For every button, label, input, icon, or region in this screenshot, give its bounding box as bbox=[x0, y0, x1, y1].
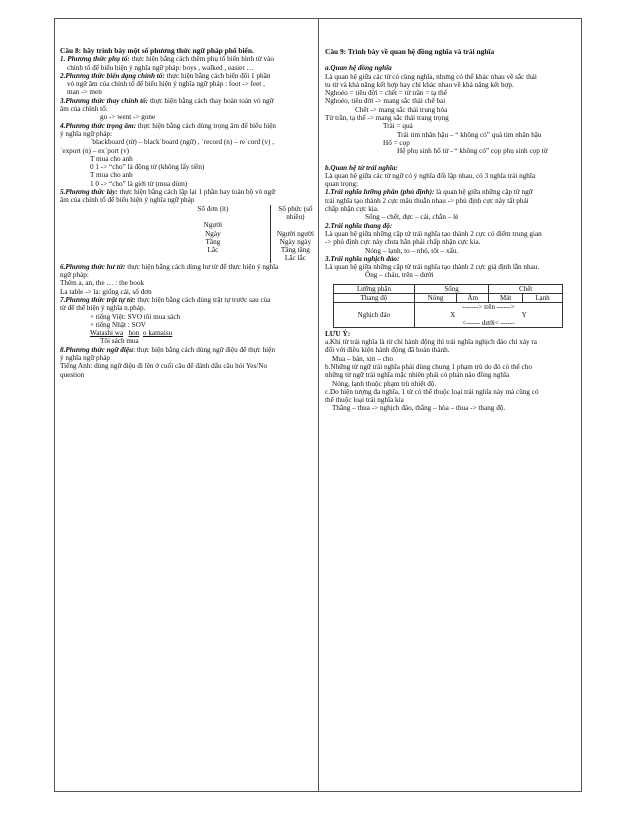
item-7-line: + tiếng Nhật : SOV bbox=[90, 320, 146, 329]
table-row bbox=[334, 284, 563, 293]
item-2-line: man -> men bbox=[67, 88, 102, 97]
section-a-example: Hệ phụ sinh hổ từ - “ không có” cọp phụ sinh cọp từ bbox=[397, 147, 548, 156]
table-cell bbox=[414, 302, 562, 327]
item-6-line: La table -> la: giống cái, số đơn bbox=[60, 287, 152, 296]
section-b1-line: trái nghĩa tạo thành 2 cực mâu thuẫn nhau -> phủ định cực này tất phải bbox=[325, 196, 529, 205]
item-7-japanese-example: Watashi wa hon o kamaisu bbox=[90, 329, 173, 338]
item-8-line: Tiếng Anh: dùng ngữ điệu đi lên ở cuối câu để đánh dấu câu hỏi Yes/No bbox=[60, 362, 268, 371]
item-5: 5.Phương thức láy: thực hiện bằng cách lặp lại 1 phần hay toàn bộ vỏ ngữ bbox=[60, 188, 276, 197]
section-a-heading: a.Quan hệ đồng nghĩa bbox=[325, 64, 392, 73]
item-8: 8.Phương thức ngữ điệu: thực hiện bằng cách dùng ngữ điệu để thực hiện bbox=[60, 345, 275, 354]
section-b3-example: Ông – cháu, trên – dưới bbox=[365, 271, 434, 280]
table-cell: Chết bbox=[489, 284, 563, 293]
section-b3-line: Là quan hệ giữa những cặp từ trái nghĩa tạo thành 2 cực giả định lẫn nhau. bbox=[325, 263, 540, 272]
section-a-example: Trái = quả bbox=[383, 122, 413, 131]
plural-cell: Lắc lắc bbox=[284, 254, 306, 263]
item-3-example: go -> went -> gone bbox=[100, 113, 156, 122]
singular-cell: Tầng bbox=[205, 237, 221, 246]
section-a-line: Là quan hệ giữa các từ có cùng nghĩa, nhưng có thể khác nhau về sắc thái bbox=[325, 72, 537, 81]
item-1: 1. Phương thức phụ tố: thực hiện bằng cách thêm phụ tố biến hình từ vào bbox=[60, 55, 274, 64]
note-heading: LƯU Ý: bbox=[325, 329, 351, 338]
xy-line: X Y bbox=[450, 310, 527, 319]
question-8-title: Câu 8: hãy trình bày một số phương thức ngữ pháp phổ biến. bbox=[60, 46, 254, 55]
note-line: c.Do hiện tượng đa nghĩa, 1 từ có thể thuộc loại trái nghĩa này mà cũng có bbox=[325, 387, 539, 396]
item-8-line: question bbox=[60, 370, 85, 379]
note-example: Mua – bán, xin – cho bbox=[332, 354, 394, 363]
column-divider bbox=[318, 19, 319, 791]
section-b2-line: -> phủ định cực này chưa hẳn phải chấp nhận cực kia. bbox=[325, 238, 481, 247]
item-4-line: ˈexport (n) – exˈport (v) bbox=[60, 146, 130, 155]
table-cell: Thang độ bbox=[334, 293, 415, 302]
arrow-bottom: <------ dưới< ------ bbox=[462, 318, 515, 327]
antonym-table bbox=[333, 284, 563, 328]
arrow-top: -------> trên ------> bbox=[462, 302, 515, 311]
singular-column bbox=[158, 205, 271, 263]
section-b1-line: chấp nhận cực kia. bbox=[325, 205, 379, 214]
note-line: những từ ngữ trái nghĩa mặc nhiên phải có phản nào đồng nghĩa bbox=[325, 371, 510, 380]
section-a-line: Chết -> mang sắc thái trung hòa bbox=[355, 105, 448, 114]
plural-header: nhiều) bbox=[286, 212, 305, 221]
plural-cell: Ngày ngày bbox=[279, 237, 312, 246]
item-8-line: ý nghĩa ngữ pháp bbox=[60, 353, 111, 362]
item-3: 3.Phương thức thay chính tố: thực hiện bằng cách thay hoàn toàn vỏ ngữ bbox=[60, 96, 274, 105]
table-cell: Lưỡng phân bbox=[334, 284, 415, 293]
singular-cell: Lắc bbox=[207, 246, 219, 255]
item-4-example: T mua cho anh bbox=[90, 171, 133, 180]
section-b2-example: Nóng – lạnh, to – nhỏ, tốt – xấu. bbox=[365, 246, 459, 255]
table-row bbox=[334, 302, 563, 327]
singular-header: Số đơn (ít) bbox=[197, 204, 229, 213]
note-example: Nóng, lạnh thuộc phạm trù nhiệt độ. bbox=[332, 379, 437, 388]
item-6: 6.Phương thức hư từ: thực hiện bằng cách dùng hư từ để thực hiện ý nghĩa bbox=[60, 262, 279, 271]
item-7-line: từ để thể hiện ý nghĩa n.pháp. bbox=[60, 304, 146, 313]
plural-column bbox=[271, 205, 314, 263]
item-4-example: 1 0 -> “cho” là giới từ (mua dùm) bbox=[90, 179, 188, 188]
item-2-line: vỏ ngữ âm của chính tố để biểu hiện ý nghĩa ngữ pháp : foot -> feet , bbox=[67, 80, 265, 89]
item-4-line: ý nghĩa ngữ pháp: bbox=[60, 129, 113, 138]
note-line: đối với điều kiện hành động đã hoàn thành. bbox=[325, 346, 450, 355]
section-b-heading: b.Quan hệ từ trái nghĩa: bbox=[325, 163, 398, 172]
section-b-line: quan trọng: bbox=[325, 180, 358, 189]
note-line: thể thuộc loại trái nghĩa kia bbox=[325, 396, 404, 405]
left-column bbox=[60, 47, 314, 379]
plural-header: Số phức (số bbox=[278, 204, 313, 213]
table-cell: Ấm bbox=[457, 293, 489, 302]
item-5-line: âm của chính tố để biểu hiện ý nghĩa ngữ pháp bbox=[60, 196, 195, 205]
item-2: 2.Phương thức biến dạng chính tố: thực hiện bằng cách biến đổi 1 phần bbox=[60, 71, 271, 80]
question-9-title: Câu 9: Trình bày về quan hệ đồng nghĩa và trái nghĩa bbox=[325, 47, 495, 56]
section-a-line: tu từ và khả năng kết hợp hay chỉ khác nhau về khả năng kết hợp. bbox=[325, 80, 514, 89]
section-a-line: Từ trần, tạ thế -> mang sắc thái trang trọng bbox=[325, 114, 449, 123]
singular-cell: Người bbox=[203, 221, 223, 230]
table-cell: Sống bbox=[414, 284, 488, 293]
item-7-gloss: Tôi sách mua bbox=[100, 337, 139, 346]
section-a-line: Nghoẻo, tiêu đời -> mang sắc thái chế bai bbox=[325, 97, 446, 106]
right-column bbox=[325, 48, 577, 413]
table-cell: Lạnh bbox=[522, 293, 562, 302]
plural-cell: Người người bbox=[276, 229, 314, 238]
section-b-line: Là quan hệ giữa các từ ngữ có ý nghĩa đối lập nhau, có 3 nghĩa trái nghĩa bbox=[325, 171, 536, 180]
item-7: 7.Phương thức trật tự từ: thực hiện bằng cách dùng trật tự trước sau của bbox=[60, 295, 271, 304]
section-b1-example: Sống – chết, đực – cái, chẵn – lẻ bbox=[365, 213, 459, 222]
section-b2-heading: 2.Trái nghĩa thang độ: bbox=[325, 221, 393, 230]
item-6-line: ngữ pháp: bbox=[60, 271, 89, 280]
reduplication-table bbox=[158, 205, 314, 263]
item-3-line: âm của chính tố: bbox=[60, 105, 108, 114]
section-b1: 1.Trái nghĩa lưỡng phân (phủ định): là quan hệ giữa những cặp từ ngữ bbox=[325, 188, 533, 197]
item-6-line: Thêm a, an, the … : the book bbox=[60, 279, 145, 288]
table-row bbox=[334, 293, 563, 302]
section-b3-heading: 3.Trái nghĩa nghịch đảo: bbox=[325, 254, 400, 263]
table-cell: Mát bbox=[489, 293, 523, 302]
plural-cell: Tầng tầng bbox=[280, 246, 310, 255]
item-4-example: T mua cho anh bbox=[90, 154, 133, 163]
singular-cell: Ngày bbox=[205, 229, 221, 238]
item-1-line: chính tố để biểu hiện ý nghĩa ngữ pháp: boys , walked , easier … bbox=[67, 63, 254, 72]
section-a-line: Nghoẻo = tiêu đời = chết = từ trần = tạ thế bbox=[325, 89, 447, 98]
item-7-line: + tiếng Việt: SVO tôi mua sách bbox=[90, 312, 181, 321]
item-4-example: 0 1 -> “cho” là động từ (không lấy tiền) bbox=[90, 163, 205, 172]
note-line: b.Những từ ngữ trái nghĩa phải dùng chung 1 phạm trù do đó có thể cho bbox=[325, 362, 532, 371]
section-a-example: Hổ = cọp bbox=[383, 138, 410, 147]
page-frame bbox=[54, 18, 582, 792]
table-cell: Nóng bbox=[414, 293, 456, 302]
item-4: 4.Phương thức trọng âm: thực hiện bằng cách dùng trọng âm để biểu hiện bbox=[60, 121, 277, 130]
section-a-example: Trái tim nhân hậu – “ không có” quả tim nhân hậu bbox=[397, 130, 542, 139]
item-4-line: ˈblackboard (từ) – blackˈboard (ngữ) , ˈrecord (n) – reˈcord (v) , bbox=[90, 138, 275, 147]
table-cell: Nghịch đảo bbox=[334, 302, 415, 327]
note-example: Thắng – thua -> nghịch đảo, thắng – hòa – thua -> thang độ. bbox=[332, 404, 506, 413]
section-b2-line: Là quan hệ giữa những cặp từ trái nghĩa tạo thành 2 cực có điểm trung gian bbox=[325, 229, 542, 238]
note-line: a.Khi từ trái nghĩa là từ chỉ hành động thì trái nghĩa nghịch đảo chỉ xảy ra bbox=[325, 338, 537, 347]
